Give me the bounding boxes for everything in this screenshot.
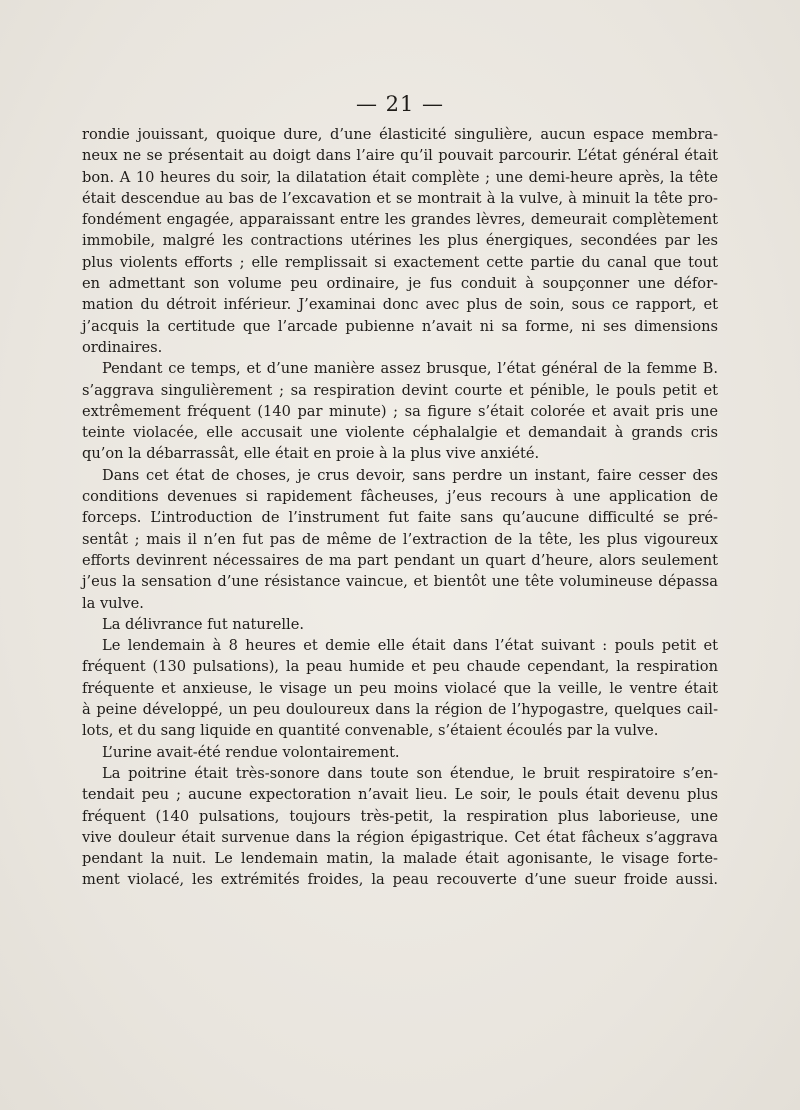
text-line: Le lendemain à 8 heures et demie elle était dans l’état suivant : pouls petit et <box>102 637 718 655</box>
text-line: bon. A 10 heures du soir, la dilatation était complète ; une demi-heure après, la tête <box>82 168 718 186</box>
text-line: extrêmement fréquent (140 par minute) ; sa figure s’était colorée et avait pris une <box>82 402 718 420</box>
text-line: à peine développé, un peu douloureux dans la région de l’hypogastre, quelques cail- <box>82 701 718 719</box>
text-line: forceps. L’introduction de l’instrument fut faite sans qu’aucune difficulté se pré- <box>82 509 718 527</box>
text-line: j’acquis la certitude que l’arcade pubienne n’avait ni sa forme, ni ses dimensions <box>82 317 718 335</box>
text-line: s’aggrava singulièrement ; sa respiration devint courte et pénible, le pouls petit et <box>82 381 718 399</box>
text-line: en admettant son volume peu ordinaire, je fus conduit à soupçonner une défor- <box>82 275 718 293</box>
text-line: teinte violacée, elle accusait une violente céphalalgie et demandait à grands cris <box>82 424 718 442</box>
text-line: fréquente et anxieuse, le visage un peu moins violacé que la veille, le ventre était <box>82 679 718 697</box>
text-line: j’eus la sensation d’une résistance vaincue, et bientôt une tête volumineuse dépassa <box>82 573 718 591</box>
text-line: qu’on la débarrassât, elle était en proie à la plus vive anxiété. <box>82 445 540 463</box>
page-number: — 21 — <box>355 92 445 116</box>
text-line: La poitrine était très-sonore dans toute son étendue, le bruit respiratoire s’en- <box>102 764 718 782</box>
text-line: la vulve. <box>82 594 144 612</box>
text-line: La délivrance fut naturelle. <box>102 615 305 633</box>
text-line: mation du détroit inférieur. J’examinai donc avec plus de soin, sous ce rapport, et <box>82 296 718 314</box>
text-line: ment violacé, les extrémités froides, la peau recouverte d’une sueur froide aussi. <box>82 871 718 889</box>
text-line: était descendue au bas de l’excavation et se montrait à la vulve, à minuit la tête pro- <box>82 189 718 207</box>
text-line: efforts devinrent nécessaires de ma part pendant un quart d’heure, alors seulement <box>82 551 718 569</box>
body-text <box>82 124 718 891</box>
text-line: conditions devenues si rapidement fâcheuses, j’eus recours à une application de <box>82 488 718 506</box>
text-line: plus violents efforts ; elle remplissait si exactement cette partie du canal que tout <box>82 253 718 271</box>
text-line: fréquent (140 pulsations, toujours très-petit, la respiration plus laborieuse, une <box>82 807 718 825</box>
text-line: L’urine avait-été rendue volontairement. <box>102 743 400 761</box>
text-line: rondie jouissant, quoique dure, d’une élasticité singulière, aucun espace membra- <box>82 126 718 143</box>
text-line: pendant la nuit. Le lendemain matin, la malade était agonisante, le visage forte- <box>82 850 718 868</box>
text-line: vive douleur était survenue dans la région épigastrique. Cet état fâcheux s’aggrava <box>82 828 718 846</box>
text-line: tendait peu ; aucune expectoration n’avait lieu. Le soir, le pouls était devenu plus <box>82 786 718 804</box>
text-line: neux ne se présentait au doigt dans l’aire qu’il pouvait parcourir. L’état général était <box>82 147 718 165</box>
text-line: fréquent (130 pulsations), la peau humide et peu chaude cependant, la respiration <box>82 658 718 676</box>
text-line: fondément engagée, apparaissant entre les grandes lèvres, demeurait complètement <box>82 211 718 229</box>
text-line: lots, et du sang liquide en quantité convenable, s’étaient écoulés par la vulve. <box>82 722 659 740</box>
text-line: Pendant ce temps, et d’une manière assez brusque, l’état général de la femme B. <box>102 360 718 378</box>
text-line: immobile, malgré les contractions utérines les plus énergiques, secondées par les <box>82 232 718 250</box>
text-line: Dans cet état de choses, je crus devoir, sans perdre un instant, faire cesser des <box>102 466 718 484</box>
text-line: ordinaires. <box>82 338 163 356</box>
text-line: sentât ; mais il n’en fut pas de même de l’extraction de la tête, les plus vigoureux <box>82 530 718 548</box>
